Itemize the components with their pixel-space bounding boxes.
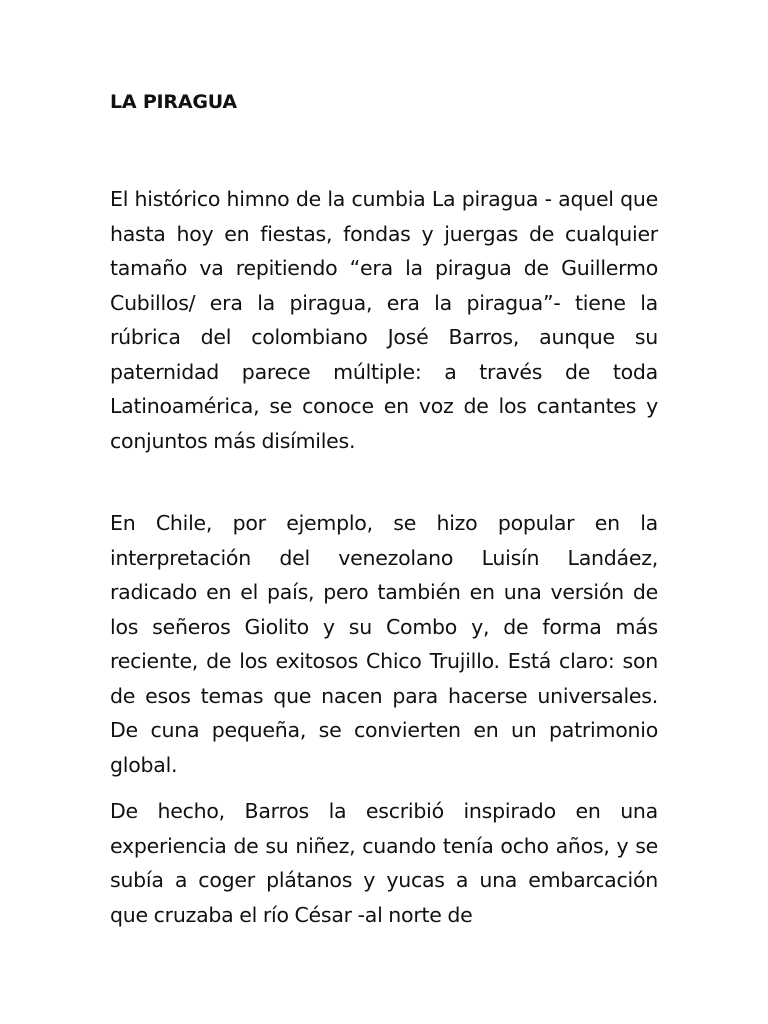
document-body <box>110 88 658 932</box>
paragraph-1: El histórico himno de la cumbia La piragua - aquel que hasta hoy en fiestas, fondas y juergas de cualquier tamaño va repitiendo “era la piragua de Guillermo Cubillos/ era la piragua, era la piragua”- tiene la rúbrica del colombiano José Barros, aunque su paternidad parece múltiple: a través de toda Latinoamérica, se conoce en voz de los cantantes y conjuntos más disímiles. <box>110 187 658 453</box>
paragraph-2: En Chile, por ejemplo, se hizo popular en la interpretación del venezolano Luisín Landáez, radicado en el país, pero también en una versión de los señeros Giolito y su Combo y, de forma más reciente, de los exitosos Chico Trujillo. Está claro: son de esos temas que nacen para hacerse universales. De cuna pequeña, se convierten en un patrimonio global. <box>110 511 658 777</box>
paragraph-3: De hecho, Barros la escribió inspirado en una experiencia de su niñez, cuando tenía ocho años, y se subía a coger plátanos y yucas a una embarcación que cruzaba el río César -al norte de <box>110 799 658 927</box>
document-title: LA PIRAGUA <box>110 91 237 113</box>
